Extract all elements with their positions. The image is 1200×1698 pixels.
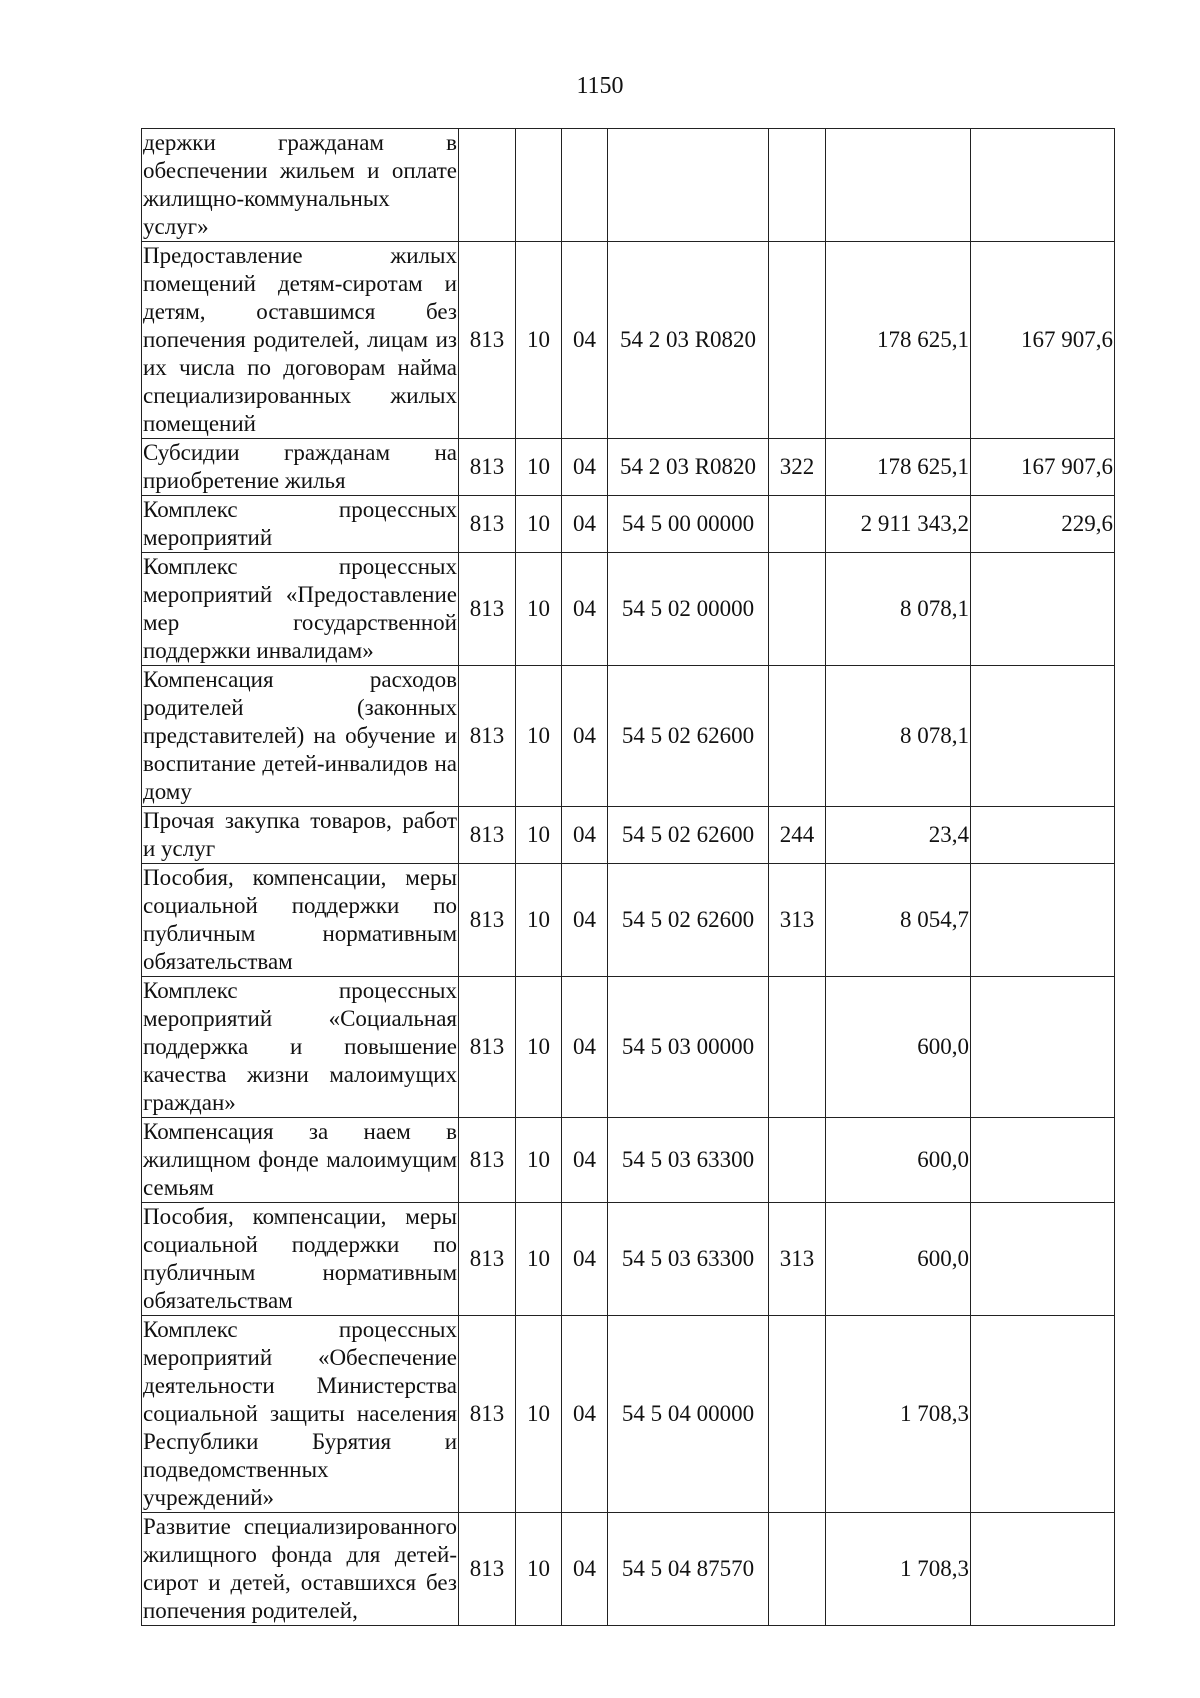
cell-amount-2 xyxy=(971,1203,1115,1316)
cell-target-article: 54 5 00 00000 xyxy=(608,496,769,553)
cell-subsection: 04 xyxy=(562,1513,608,1626)
cell-target-article: 54 2 03 R0820 xyxy=(608,439,769,496)
cell-expense-type xyxy=(769,129,826,242)
cell-subsection: 04 xyxy=(562,864,608,977)
table-row xyxy=(142,1513,1115,1626)
table-row xyxy=(142,666,1115,807)
cell-name: Прочая закупка товаров, работ и услуг xyxy=(142,807,459,864)
cell-amount-2 xyxy=(971,977,1115,1118)
cell-target-article: 54 5 02 00000 xyxy=(608,553,769,666)
cell-target-article xyxy=(608,129,769,242)
cell-ministry-code: 813 xyxy=(459,807,516,864)
cell-name: Комплекс процессных мероприятий «Предоставление мер государственной поддержки инвалидам» xyxy=(142,553,459,666)
cell-target-article: 54 5 02 62600 xyxy=(608,666,769,807)
cell-amount-2 xyxy=(971,807,1115,864)
cell-ministry-code: 813 xyxy=(459,496,516,553)
table-row xyxy=(142,864,1115,977)
cell-name: Компенсация за наем в жилищном фонде малоимущим семьям xyxy=(142,1118,459,1203)
cell-expense-type xyxy=(769,242,826,439)
cell-subsection: 04 xyxy=(562,1118,608,1203)
cell-section: 10 xyxy=(516,242,562,439)
cell-subsection: 04 xyxy=(562,1316,608,1513)
cell-amount-2: 167 907,6 xyxy=(971,242,1115,439)
cell-section: 10 xyxy=(516,1118,562,1203)
cell-section: 10 xyxy=(516,977,562,1118)
cell-section: 10 xyxy=(516,1316,562,1513)
table-row xyxy=(142,977,1115,1118)
cell-ministry-code: 813 xyxy=(459,439,516,496)
cell-expense-type xyxy=(769,666,826,807)
cell-expense-type xyxy=(769,496,826,553)
cell-name: Пособия, компенсации, меры социальной поддержки по публичным нормативным обязательствам xyxy=(142,864,459,977)
cell-amount-1 xyxy=(826,129,971,242)
cell-ministry-code xyxy=(459,129,516,242)
cell-ministry-code: 813 xyxy=(459,1203,516,1316)
cell-ministry-code: 813 xyxy=(459,1513,516,1626)
cell-subsection: 04 xyxy=(562,1203,608,1316)
cell-amount-2 xyxy=(971,1316,1115,1513)
cell-name: Комплекс процессных мероприятий «Социальная поддержка и повышение качества жизни малоимущих граждан» xyxy=(142,977,459,1118)
budget-table xyxy=(141,128,1115,1626)
cell-amount-1: 178 625,1 xyxy=(826,439,971,496)
cell-amount-2: 229,6 xyxy=(971,496,1115,553)
cell-ministry-code: 813 xyxy=(459,1316,516,1513)
cell-amount-1: 600,0 xyxy=(826,977,971,1118)
cell-name: Пособия, компенсации, меры социальной поддержки по публичным нормативным обязательствам xyxy=(142,1203,459,1316)
cell-expense-type: 322 xyxy=(769,439,826,496)
cell-amount-2: 167 907,6 xyxy=(971,439,1115,496)
cell-amount-2 xyxy=(971,1118,1115,1203)
cell-subsection: 04 xyxy=(562,666,608,807)
cell-amount-1: 8 078,1 xyxy=(826,553,971,666)
cell-amount-1: 23,4 xyxy=(826,807,971,864)
cell-target-article: 54 5 02 62600 xyxy=(608,864,769,977)
cell-amount-1: 1 708,3 xyxy=(826,1316,971,1513)
cell-target-article: 54 5 04 00000 xyxy=(608,1316,769,1513)
cell-subsection xyxy=(562,129,608,242)
cell-amount-1: 178 625,1 xyxy=(826,242,971,439)
cell-section: 10 xyxy=(516,439,562,496)
cell-name: держки гражданам в обеспечении жильем и оплате жилищно-коммунальных услуг» xyxy=(142,129,459,242)
cell-name: Субсидии гражданам на приобретение жилья xyxy=(142,439,459,496)
cell-expense-type: 313 xyxy=(769,864,826,977)
cell-expense-type: 244 xyxy=(769,807,826,864)
cell-expense-type: 313 xyxy=(769,1203,826,1316)
table-row xyxy=(142,129,1115,242)
cell-amount-2 xyxy=(971,1513,1115,1626)
cell-ministry-code: 813 xyxy=(459,977,516,1118)
cell-target-article: 54 5 03 63300 xyxy=(608,1118,769,1203)
table-row xyxy=(142,496,1115,553)
table-row xyxy=(142,1316,1115,1513)
cell-name: Предоставление жилых помещений детям-сиротам и детям, оставшимся без попечения родителей, лицам из их числа по договорам найма специализированных жилых помещений xyxy=(142,242,459,439)
table-row xyxy=(142,242,1115,439)
cell-amount-1: 600,0 xyxy=(826,1203,971,1316)
cell-amount-2 xyxy=(971,129,1115,242)
cell-section: 10 xyxy=(516,807,562,864)
cell-section: 10 xyxy=(516,864,562,977)
cell-amount-1: 2 911 343,2 xyxy=(826,496,971,553)
cell-target-article: 54 5 02 62600 xyxy=(608,807,769,864)
cell-section: 10 xyxy=(516,496,562,553)
cell-section xyxy=(516,129,562,242)
cell-subsection: 04 xyxy=(562,977,608,1118)
table-row xyxy=(142,807,1115,864)
cell-ministry-code: 813 xyxy=(459,666,516,807)
table-row xyxy=(142,1203,1115,1316)
cell-expense-type xyxy=(769,1316,826,1513)
cell-amount-1: 1 708,3 xyxy=(826,1513,971,1626)
page-number: 1150 xyxy=(576,73,624,99)
cell-subsection: 04 xyxy=(562,439,608,496)
cell-section: 10 xyxy=(516,1513,562,1626)
cell-expense-type xyxy=(769,977,826,1118)
cell-target-article: 54 2 03 R0820 xyxy=(608,242,769,439)
cell-name: Комплекс процессных мероприятий «Обеспечение деятельности Министерства социальной защиты населения Республики Бурятия и подведомственных учреждений» xyxy=(142,1316,459,1513)
table-body xyxy=(142,129,1115,1626)
cell-section: 10 xyxy=(516,1203,562,1316)
cell-target-article: 54 5 03 00000 xyxy=(608,977,769,1118)
cell-ministry-code: 813 xyxy=(459,553,516,666)
cell-section: 10 xyxy=(516,553,562,666)
table-row xyxy=(142,1118,1115,1203)
cell-target-article: 54 5 03 63300 xyxy=(608,1203,769,1316)
cell-section: 10 xyxy=(516,666,562,807)
cell-expense-type xyxy=(769,1513,826,1626)
cell-ministry-code: 813 xyxy=(459,864,516,977)
cell-name: Развитие специализированного жилищного фонда для детей-сирот и детей, оставшихся без попечения родителей, xyxy=(142,1513,459,1626)
cell-expense-type xyxy=(769,1118,826,1203)
cell-amount-1: 600,0 xyxy=(826,1118,971,1203)
cell-ministry-code: 813 xyxy=(459,1118,516,1203)
cell-name: Компенсация расходов родителей (законных представителей) на обучение и воспитание детей-инвалидов на дому xyxy=(142,666,459,807)
cell-amount-2 xyxy=(971,864,1115,977)
cell-subsection: 04 xyxy=(562,242,608,439)
cell-amount-1: 8 078,1 xyxy=(826,666,971,807)
cell-amount-1: 8 054,7 xyxy=(826,864,971,977)
cell-expense-type xyxy=(769,553,826,666)
cell-name: Комплекс процессных мероприятий xyxy=(142,496,459,553)
cell-subsection: 04 xyxy=(562,553,608,666)
cell-target-article: 54 5 04 87570 xyxy=(608,1513,769,1626)
table-row xyxy=(142,439,1115,496)
table-row xyxy=(142,553,1115,666)
cell-subsection: 04 xyxy=(562,496,608,553)
cell-ministry-code: 813 xyxy=(459,242,516,439)
cell-subsection: 04 xyxy=(562,807,608,864)
cell-amount-2 xyxy=(971,553,1115,666)
cell-amount-2 xyxy=(971,666,1115,807)
